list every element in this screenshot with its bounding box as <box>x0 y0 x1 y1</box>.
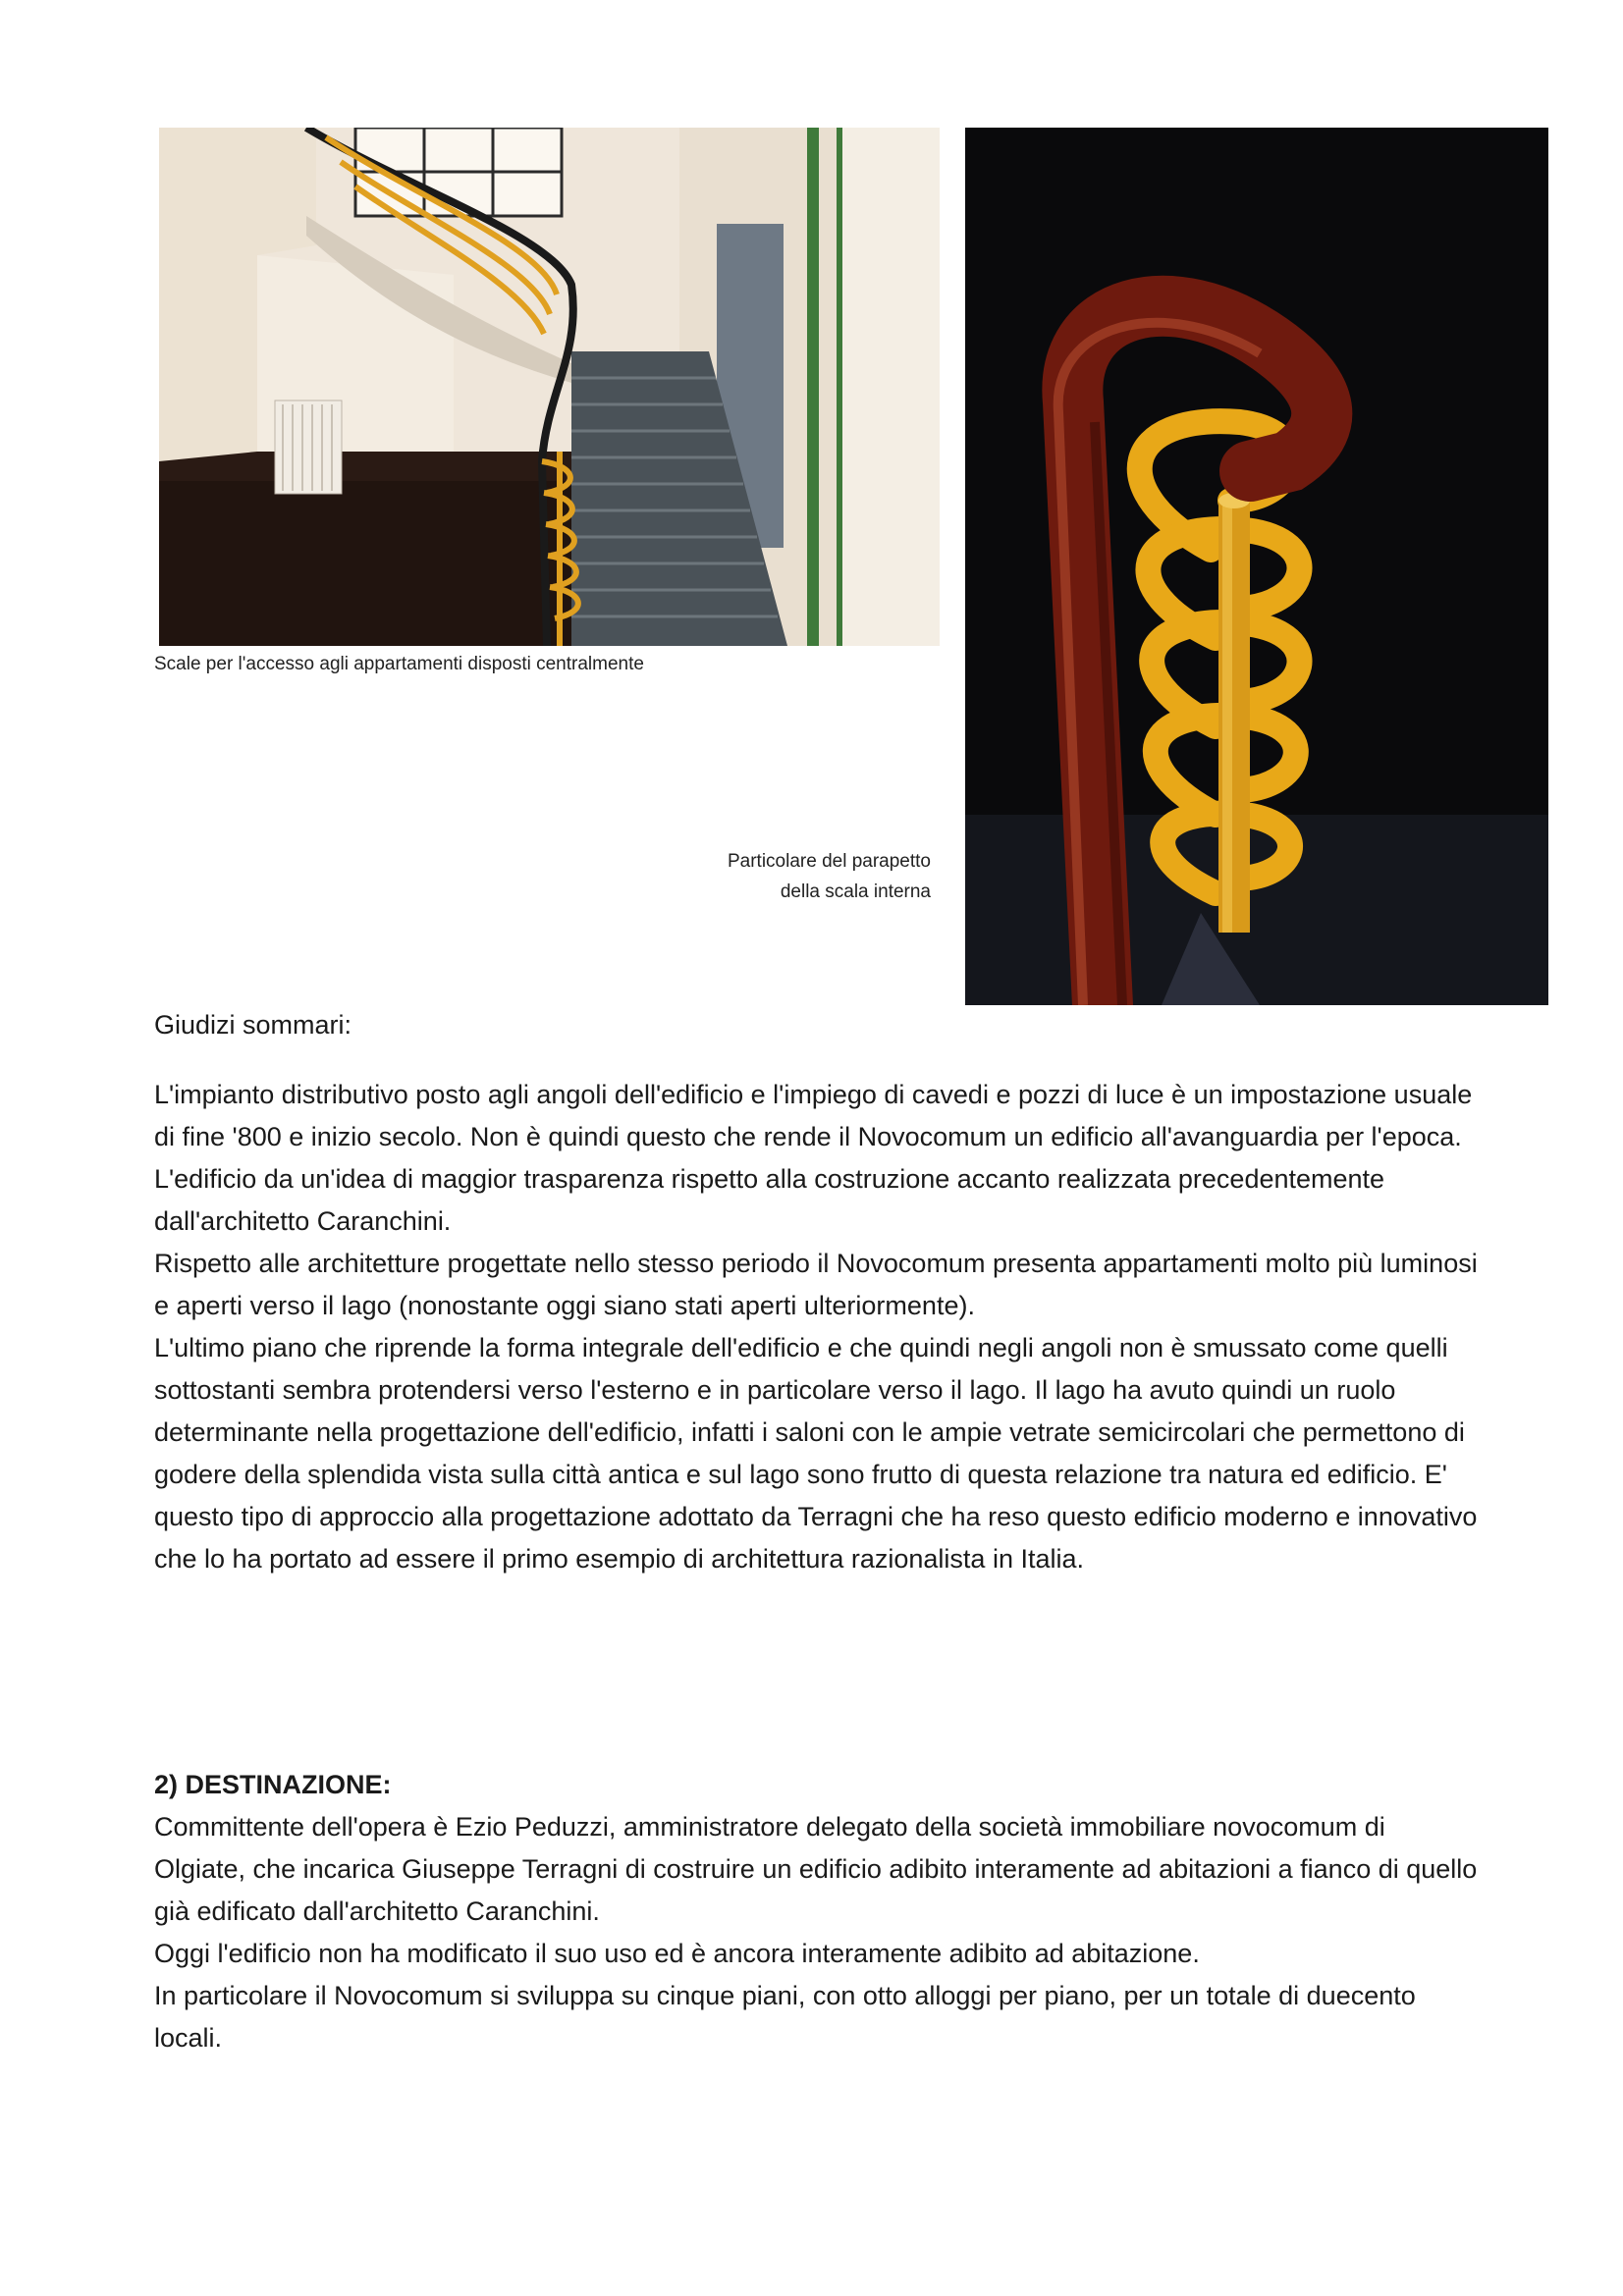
summary-paragraph: L'impianto distributivo posto agli angoli dell'edificio e l'impiego di cavedi e pozzi di luce è un impostazione usuale di fine '800 e inizio secolo. Non è quindi questo che rende il Novocomum un edificio all'avanguardia per l'epoca. <box>154 1080 1473 1151</box>
destinazione-paragraph: Oggi l'edificio non ha modificato il suo uso ed è ancora interamente adibito ad abitazione. <box>154 1939 1200 1968</box>
staircase-photo <box>159 128 940 646</box>
staircase-caption: Scale per l'accesso agli appartamenti disposti centralmente <box>154 654 644 674</box>
destinazione-paragraph: In particolare il Novocomum si sviluppa su cinque piani, con otto alloggi per piano, per un totale di duecento locali. <box>154 1981 1416 2053</box>
summary-paragraph: Rispetto alle architetture progettate nello stesso periodo il Novocomum presenta appartamenti molto più luminosi e aperti verso il lago (nonostante oggi siano stati aperti ulteriormente). <box>154 1249 1478 1320</box>
destinazione-heading: 2) DESTINAZIONE: <box>154 1770 392 1799</box>
railing-caption-line-2: della scala interna <box>780 881 931 902</box>
railing-caption-line-1: Particolare del parapetto <box>727 851 931 872</box>
summary-paragraph: L'ultimo piano che riprende la forma integrale dell'edificio e che quindi negli angoli non è smussato come quelli sottostanti sembra protendersi verso l'esterno e in particolare verso il lago. Il lago ha avuto quindi un ruolo determinante nella progettazione dell'edificio, infatti i saloni con le ampie vetrate semicircolari che permettono di godere della splendida vista sulla città antica e sul lago sono frutto di questa relazione tra natura ed edificio. E' questo tipo di approccio alla progettazione adottato da Terragni che ha reso questo edificio moderno e innovativo che lo ha portato ad essere il primo esempio di architettura razionalista in Italia. <box>154 1333 1478 1574</box>
summary-body <box>154 1074 1480 1580</box>
summary-heading: Giudizi sommari: <box>154 1010 352 1040</box>
railing-detail-photo <box>965 128 1548 1005</box>
destinazione-paragraph: Committente dell'opera è Ezio Peduzzi, amministratore delegato della società immobiliare novocomum di Olgiate, che incarica Giuseppe Terragni di costruire un edificio adibito interamente ad abitazioni a fianco di quello già edificato dall'architetto Caranchini. <box>154 1812 1478 1926</box>
destinazione-body <box>154 1806 1480 2059</box>
railing-caption <box>687 846 931 907</box>
summary-paragraph: L'edificio da un'idea di maggior trasparenza rispetto alla costruzione accanto realizzata precedentemente dall'architetto Caranchini. <box>154 1164 1385 1236</box>
